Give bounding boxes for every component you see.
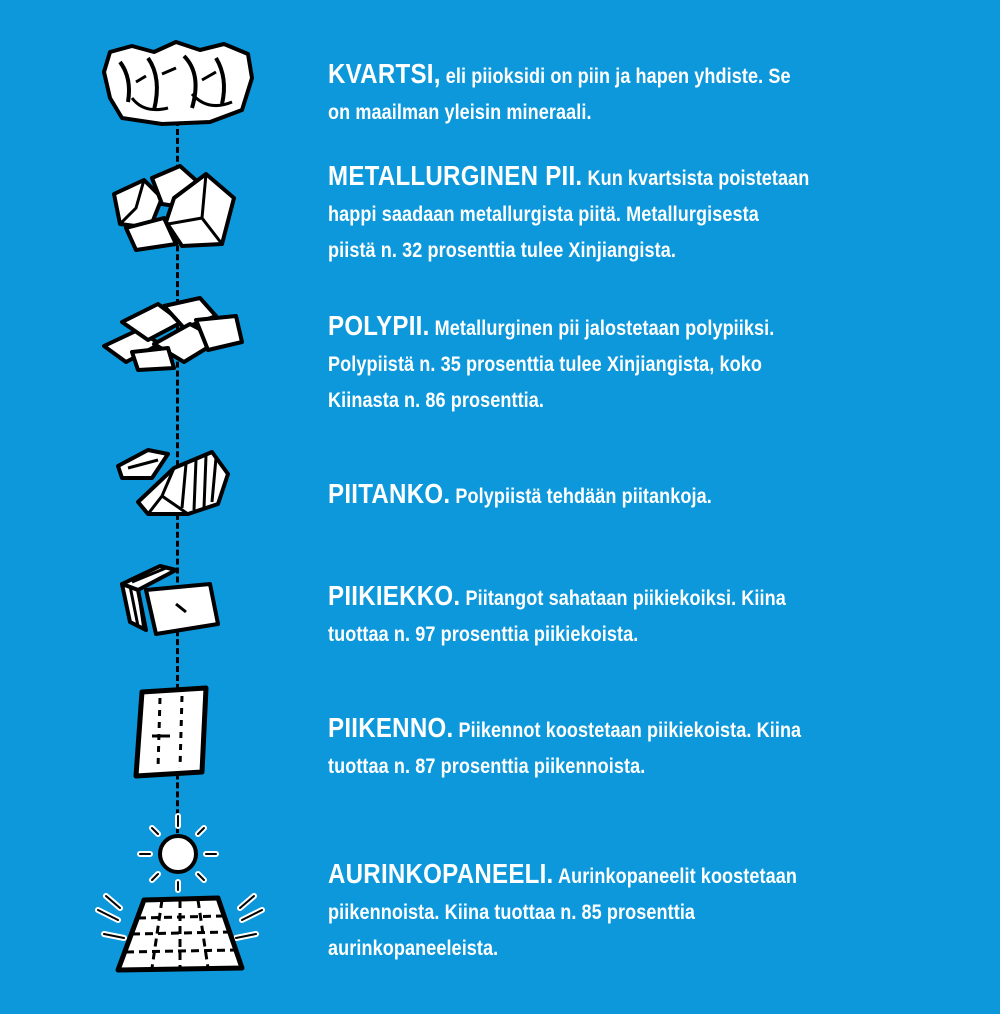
metallurgical-silicon-chunks-icon: [106, 158, 246, 258]
polysilicon-flakes-icon: [98, 292, 248, 372]
step-title: KVARTSI,: [328, 58, 441, 89]
solar-panel-with-sun-icon: [90, 810, 270, 978]
step-text: Kun kvartsista poistetaan happi saadaan metallurgista piitä. Metallurgisesta piistä n. 32 prosenttia tulee Xinjiangista.: [328, 167, 810, 262]
step-aurinkopaneeli: [328, 856, 810, 967]
step-text: Piikennot koostetaan piikiekoista. Kiina tuottaa n. 87 prosenttia piikennoista.: [328, 719, 802, 778]
step-piitanko: [328, 476, 810, 515]
silicon-wafer-stack-icon: [116, 560, 226, 640]
step-title: METALLURGINEN PII.: [328, 160, 583, 191]
step-title: PIIKENNO.: [328, 712, 454, 743]
step-metallurginen-pii: [328, 158, 810, 269]
step-title: POLYPII.: [328, 310, 430, 341]
step-piikiekko: [328, 578, 810, 653]
step-text: eli piioksidi on piin ja hapen yhdiste. Se on maailman yleisin mineraali.: [328, 65, 791, 124]
step-title: AURINKOPANEELI.: [328, 858, 554, 889]
solar-cell-icon: [130, 684, 214, 780]
step-piikenno: [328, 710, 810, 785]
step-text: Piitangot sahataan piikiekoiksi. Kiina tuottaa n. 97 prosenttia piikiekoista.: [328, 587, 786, 646]
step-text: Aurinkopaneelit koostetaan piikennoista. Kiina tuottaa n. 85 prosenttia aurinkopaneeleista.: [328, 865, 798, 960]
step-kvartsi: [328, 56, 810, 131]
step-title: PIITANKO.: [328, 478, 451, 509]
step-title: PIIKIEKKO.: [328, 580, 461, 611]
step-text: Metallurginen pii jalostetaan polypiiksi. Polypiistä n. 35 prosenttia tulee Xinjiangista, koko Kiinasta n. 86 prosenttia.: [328, 317, 775, 412]
sun-icon: [140, 816, 216, 890]
quartz-rock-icon: [92, 38, 262, 128]
step-text: Polypiistä tehdään piitankoja.: [455, 485, 712, 508]
step-polypii: [328, 308, 810, 419]
silicon-ingot-icon: [108, 438, 238, 520]
